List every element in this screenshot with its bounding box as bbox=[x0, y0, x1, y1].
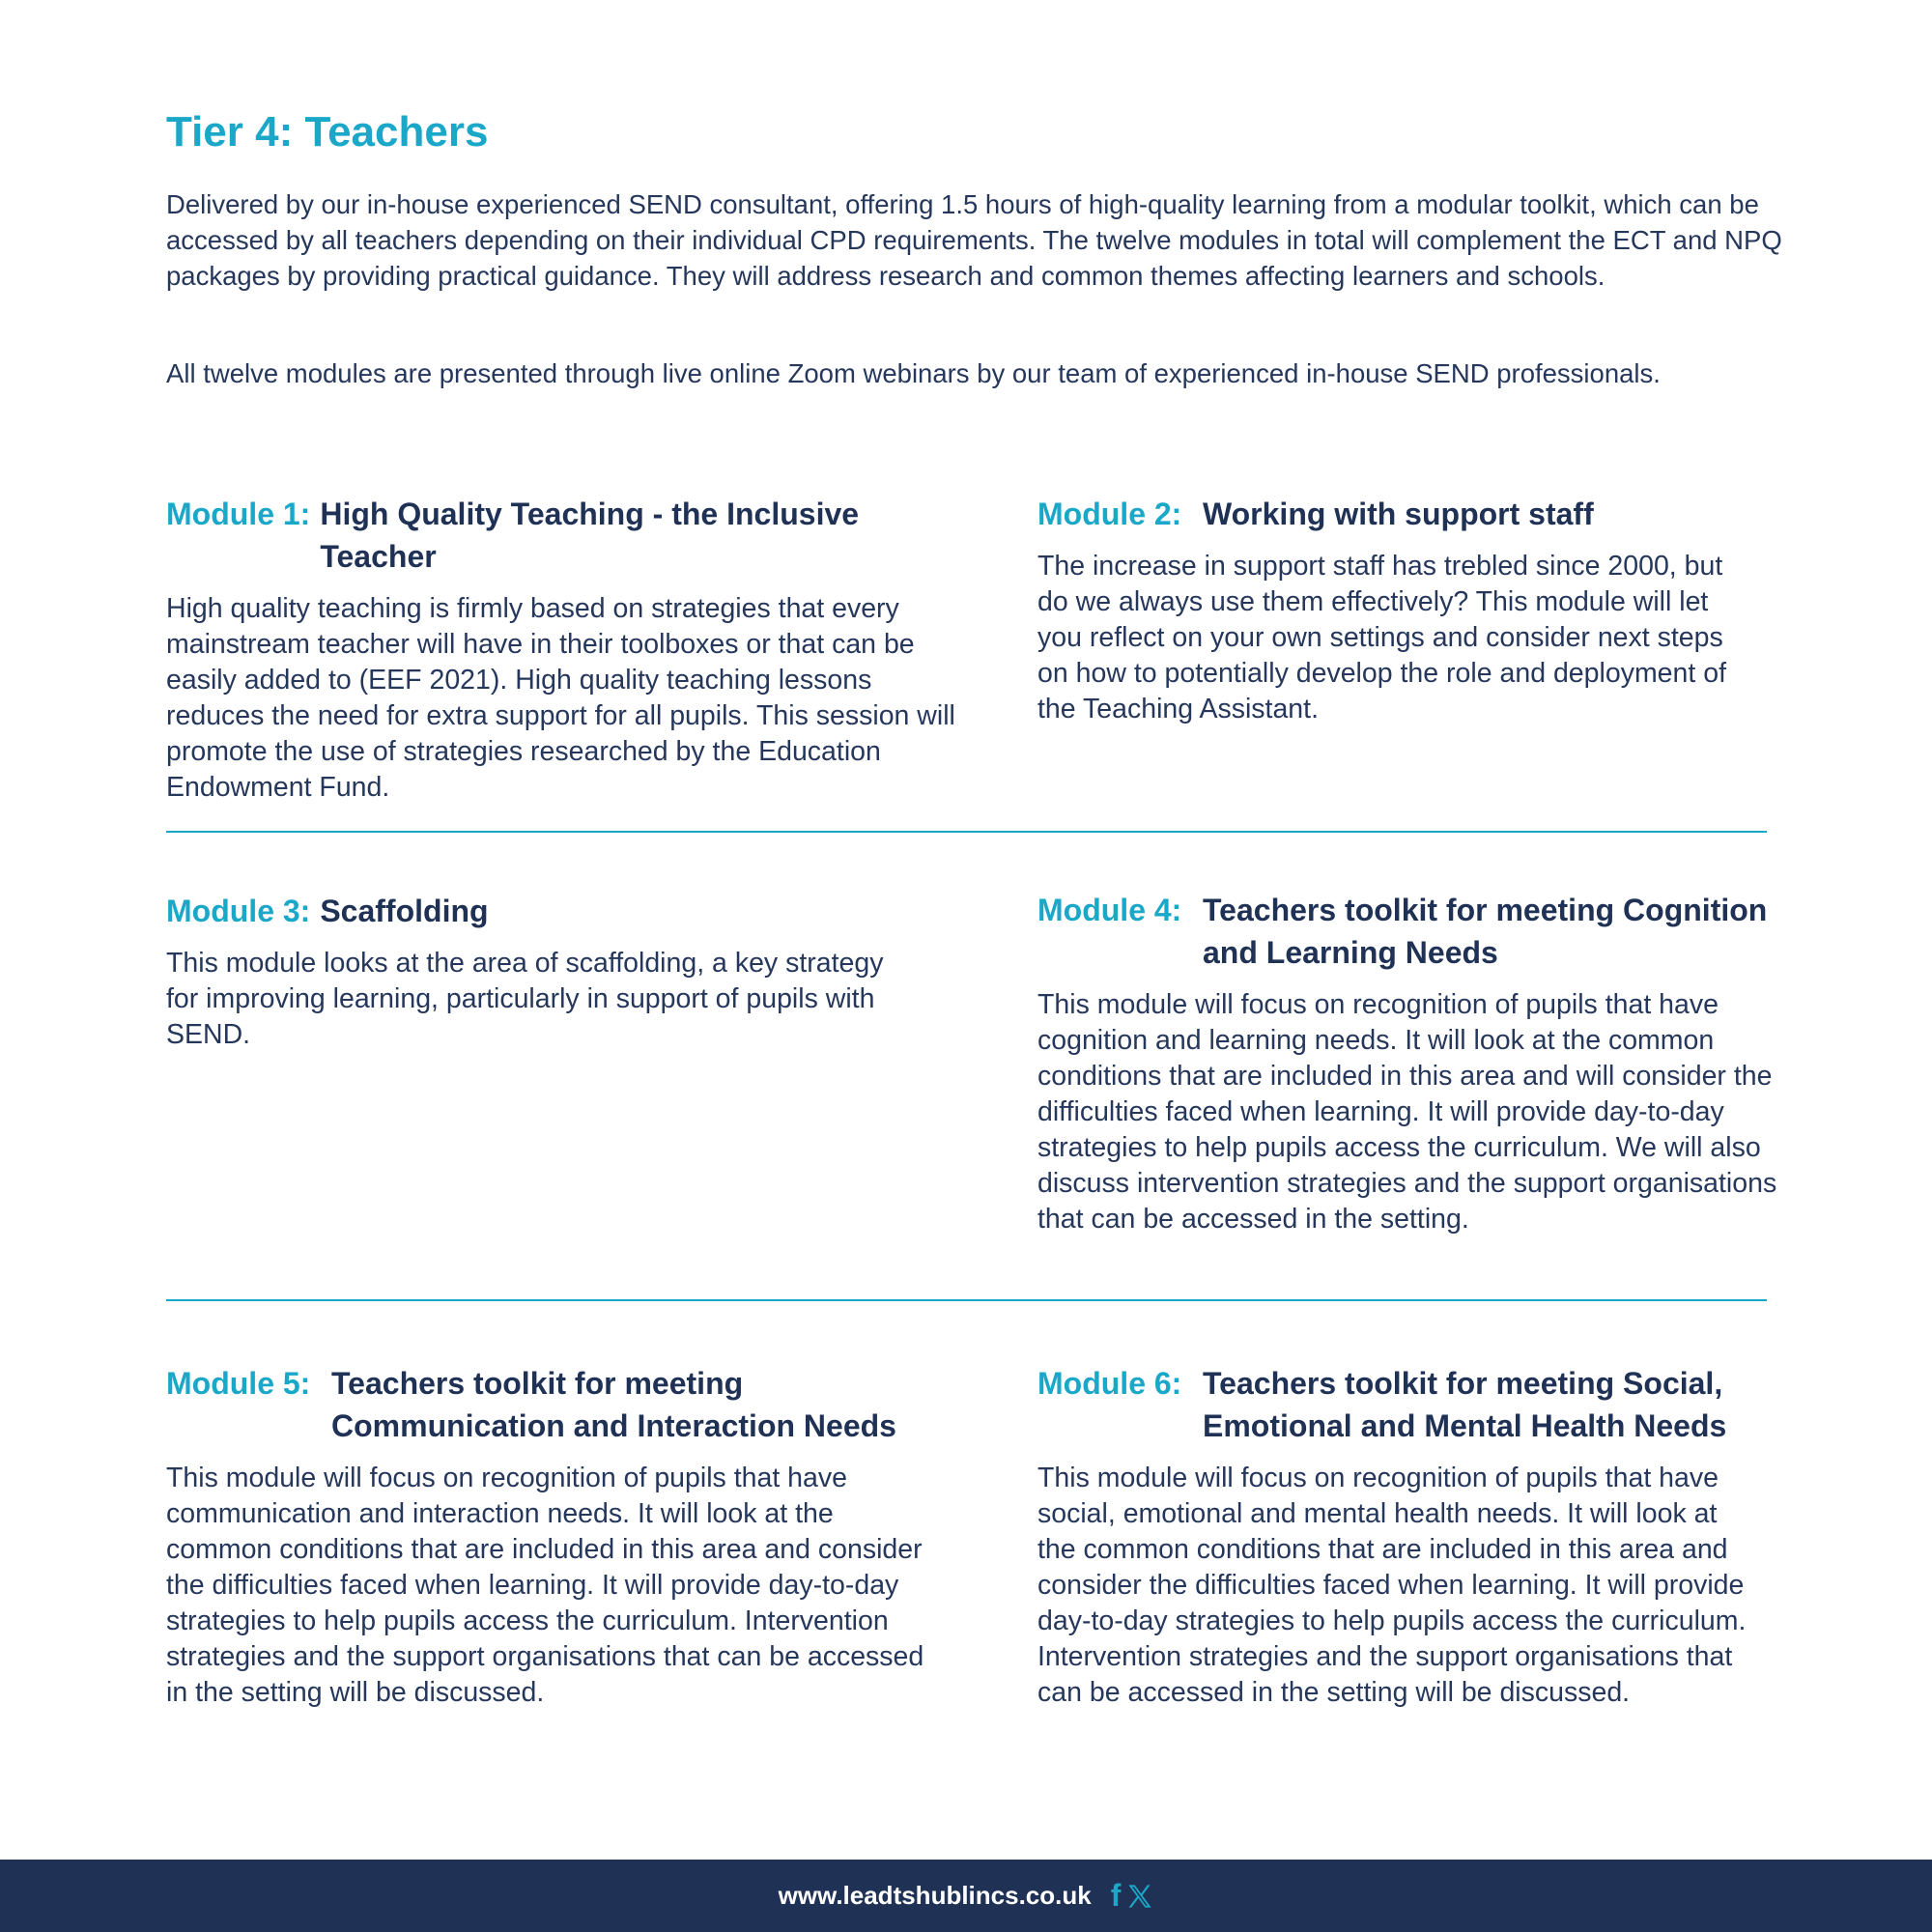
module-label: Module 1: bbox=[166, 497, 311, 531]
module-heading bbox=[166, 890, 939, 932]
module-heading bbox=[1037, 493, 1791, 535]
section-divider bbox=[166, 1299, 1767, 1301]
module-description: High quality teaching is firmly based on strategies that every mainstream teacher will have in their toolboxes or that can be easily added to (EEF 2021). High quality teaching lessons reduces the need for extra support for all pupils. This session will promote the use of strategies researched by the Education Endowment Fund. bbox=[166, 593, 955, 803]
module-title: Scaffolding bbox=[320, 894, 489, 928]
module-heading bbox=[1037, 1362, 1791, 1447]
facebook-icon[interactable]: f bbox=[1110, 1878, 1122, 1913]
x-icon[interactable] bbox=[1126, 1883, 1153, 1910]
module-description: This module looks at the area of scaffolding, a key strategy for improving learning, particularly in support of pupils with SEND. bbox=[166, 948, 884, 1050]
module-heading bbox=[1037, 889, 1791, 974]
module-description: This module will focus on recognition of pupils that have cognition and learning needs. It will look at the common conditions that are included in this area and will consider the difficulties faced when learning. It will provide day-to-day strategies to help pupils access the curriculum. We will also discuss intervention strategies and the support organisations that can be accessed in the setting. bbox=[1037, 989, 1777, 1235]
module-label: Module 2: bbox=[1037, 497, 1182, 531]
module-5 bbox=[166, 1362, 939, 1711]
module-title: Working with support staff bbox=[1203, 497, 1594, 531]
module-label: Module 4: bbox=[1037, 893, 1182, 927]
module-description: The increase in support staff has trebled since 2000, but do we always use them effectively? This module will let you reflect on your own settings and consider next steps on how to potentially develop the role and deployment of the Teaching Assistant. bbox=[1037, 551, 1726, 724]
section-divider bbox=[166, 831, 1767, 833]
intro-paragraph: Delivered by our in-house experienced SEND consultant, offering 1.5 hours of high-quality learning from a modular toolkit, which can be accessed by all teachers depending on their individual CPD requirements. The twelve modules in total will complement the ECT and NPQ packages by providing practical guidance. They will address research and common themes affecting learners and schools. bbox=[166, 189, 1782, 291]
module-label: Module 6: bbox=[1037, 1366, 1182, 1401]
module-label: Module 3: bbox=[166, 894, 311, 928]
module-title: High Quality Teaching - the Inclusive Teacher bbox=[320, 497, 860, 574]
footer-bar bbox=[0, 1860, 1932, 1932]
module-description: This module will focus on recognition of pupils that have communication and interaction needs. It will look at the common conditions that are included in this area and consider the difficulties faced when learning. It will provide day-to-day strategies to help pupils access the curriculum. Intervention strategies and the support organisations that can be accessed in the setting will be discussed. bbox=[166, 1463, 924, 1708]
module-label: Module 5: bbox=[166, 1366, 311, 1401]
module-2 bbox=[1037, 493, 1791, 727]
module-description: This module will focus on recognition of pupils that have social, emotional and mental health needs. It will look at the common conditions that are included in this area and consider the difficulties faced when learning. It will provide day-to-day strategies to help pupils access the curriculum. Intervention strategies and the support organisations that can be accessed in the setting will be discussed. bbox=[1037, 1463, 1747, 1708]
module-1 bbox=[166, 493, 978, 806]
module-4 bbox=[1037, 889, 1791, 1237]
module-3 bbox=[166, 890, 939, 1053]
module-heading bbox=[166, 1362, 939, 1447]
module-title: Teachers toolkit for meeting Communication and Interaction Needs bbox=[331, 1366, 896, 1443]
website-link[interactable]: www.leadtshublincs.co.uk bbox=[778, 1881, 1092, 1910]
module-title: Teachers toolkit for meeting Cognition and Learning Needs bbox=[1203, 893, 1768, 970]
module-heading bbox=[166, 493, 978, 578]
intro-paragraph-zoom: All twelve modules are presented through live online Zoom webinars by our team of experienced in-house SEND professionals. bbox=[166, 358, 1661, 388]
module-6 bbox=[1037, 1362, 1791, 1711]
page-title: Tier 4: Teachers bbox=[166, 108, 489, 156]
module-title: Teachers toolkit for meeting Social, Emotional and Mental Health Needs bbox=[1203, 1366, 1727, 1443]
social-icons bbox=[1111, 1878, 1154, 1914]
